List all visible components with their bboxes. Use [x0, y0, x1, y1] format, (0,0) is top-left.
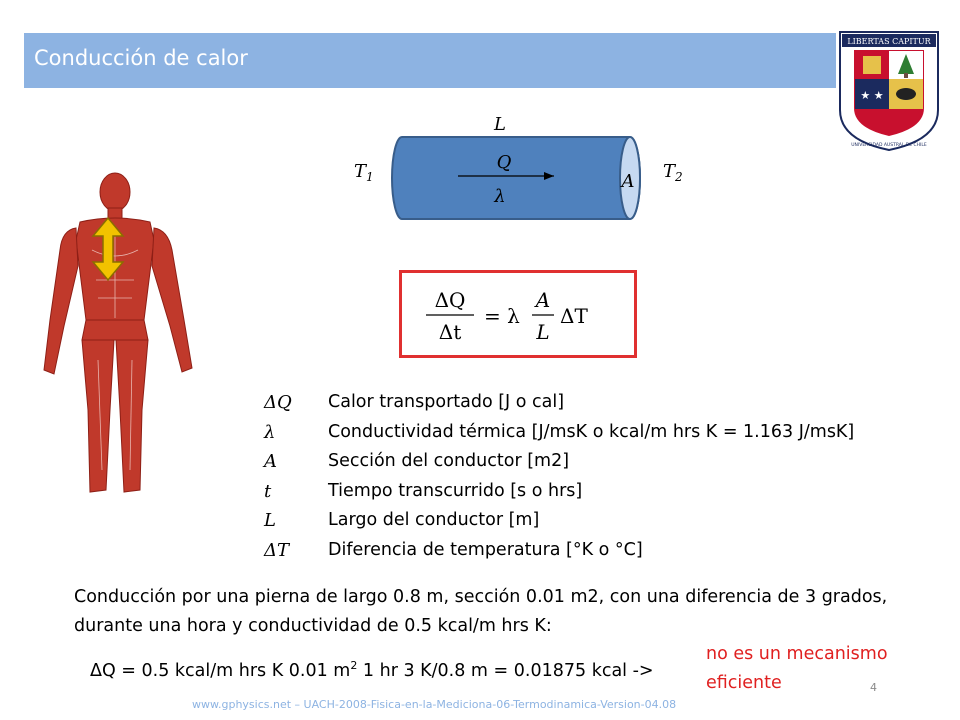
formula-box [399, 270, 637, 358]
legend-symbol: L [264, 510, 276, 531]
heat-label: Q [496, 152, 512, 173]
legend-symbol: ΔT [264, 539, 290, 561]
university-emblem [836, 28, 942, 153]
conclusion-text: no es un mecanismo eficiente [706, 644, 888, 693]
temp-left-label: $T_1$ [354, 161, 374, 184]
area-label: A [621, 171, 635, 192]
cylinder-diagram [340, 110, 700, 220]
slide-title: Conducción de calor [34, 46, 248, 70]
emblem-motto: LIBERTAS CAPITUR [847, 37, 931, 46]
formula-equals: = λ [484, 304, 520, 328]
legend-description: Conductividad térmica [J/msK o kcal/m hrs K = 1.163 J/msK] [328, 421, 855, 442]
human-muscle-figure [40, 170, 210, 510]
legend-symbol: t [264, 480, 272, 502]
formula-frac-num: A [535, 288, 551, 312]
emblem-ring-text: UNIVERSIDAD AUSTRAL DE CHILE [851, 143, 927, 148]
legend-symbol: λ [264, 421, 276, 443]
formula-rhs: ΔT [560, 304, 588, 328]
legend-description: Tiempo transcurrido [s o hrs] [328, 480, 583, 501]
footer-source: www.gphysics.net – UACH-2008-Fisica-en-la-Mediciona-06-Termodinamica-Version-04.08 [192, 698, 677, 711]
formula-frac-den: L [536, 320, 550, 344]
temp-right-label: $T_2$ [663, 161, 683, 184]
legend-description: Diferencia de temperatura [°K o °C] [328, 539, 643, 560]
problem-statement: Conducción por una pierna de largo 0.8 m, sección 0.01 m2, con una diferencia de 3 grados, durante una hora y conductividad de 0.5 kcal/m hrs K: [74, 587, 888, 636]
length-label: L [494, 114, 506, 135]
conductivity-label: λ [494, 186, 506, 207]
svg-text:★ ★: ★ ★ [860, 89, 884, 102]
legend-description: Calor transportado [J o cal] [328, 392, 565, 412]
page-number: 4 [870, 681, 877, 694]
calculation-equation [90, 659, 654, 681]
equation-superscript: 2 [350, 659, 358, 672]
equation-part-1: ΔQ = 0.5 kcal/m hrs K 0.01 m [90, 660, 351, 681]
formula-lhs-den: Δt [438, 320, 462, 344]
legend-description: Sección del conductor [m2] [328, 451, 570, 471]
equation-part-2: 1 hr 3 K/0.8 m = 0.01875 kcal -> [357, 660, 654, 681]
legend-symbol: ΔQ [264, 392, 292, 413]
legend-description: Largo del conductor [m] [328, 510, 540, 530]
legend-symbol: A [264, 451, 277, 472]
formula-lhs-num: ΔQ [434, 288, 466, 312]
